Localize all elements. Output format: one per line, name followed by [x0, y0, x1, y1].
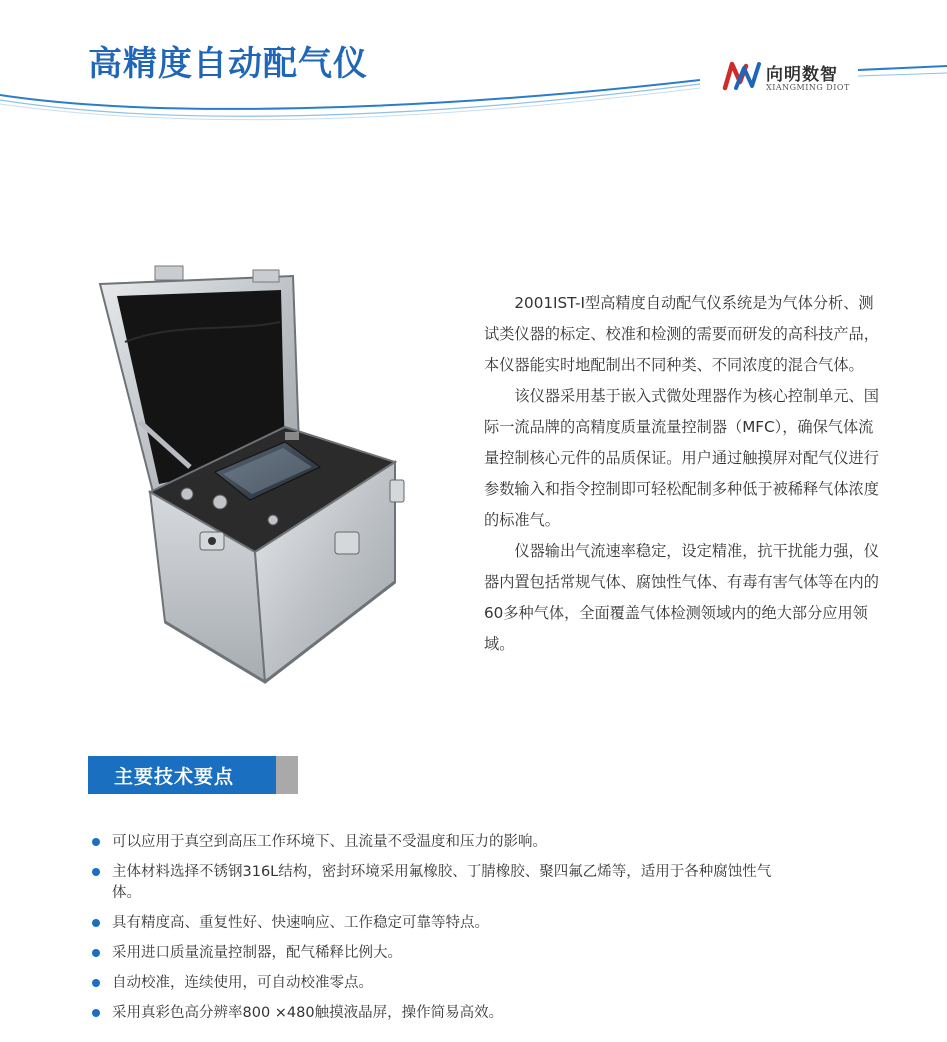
feature-list [90, 832, 790, 1033]
section-heading [88, 756, 298, 794]
product-description [484, 288, 879, 660]
bullet-icon [92, 919, 100, 927]
feature-item [90, 832, 790, 853]
xiangming-logo-icon [722, 58, 762, 94]
feature-item [90, 973, 790, 994]
feature-text: 采用真彩色高分辨率800 ×480触摸液晶屏，操作简易高效。 [112, 1005, 504, 1021]
feature-text: 具有精度高、重复性好、快速响应、工作稳定可靠等特点。 [112, 915, 489, 931]
feature-text: 自动校准，连续使用，可自动校准零点。 [112, 975, 373, 991]
page-title: 高精度自动配气仪 [88, 44, 368, 84]
product-image [95, 262, 415, 692]
intro-paragraph-3: 仪器输出气流速率稳定，设定精准，抗干扰能力强，仪器内置包括常规气体、腐蚀性气体、有毒有害气体等在内的60多种气体，全面覆盖气体检测领域内的绝大部分应用领域。 [484, 542, 879, 653]
feature-item [90, 1003, 790, 1024]
bullet-icon [92, 838, 100, 846]
section-heading-label: 主要技术要点 [114, 766, 235, 788]
feature-item [90, 862, 790, 904]
brand-logo [722, 58, 872, 98]
feature-item [90, 943, 790, 964]
brand-name-en: XIANGMING DIOT [766, 83, 850, 92]
feature-text: 可以应用于真空到高压工作环境下、且流量不受温度和压力的影响。 [112, 834, 547, 850]
feature-text: 采用进口质量流量控制器，配气稀释比例大。 [112, 945, 402, 961]
bullet-icon [92, 979, 100, 987]
intro-paragraph-1: 2001IST-Ⅰ型高精度自动配气仪系统是为气体分析、测试类仪器的标定、校准和检测的需要而研发的高科技产品，本仪器能实时地配制出不同种类、不同浓度的混合气体。 [484, 294, 879, 374]
feature-text: 主体材料选择不锈钢316L结构，密封环境采用氟橡胶、丁腈橡胶、聚四氟乙烯等，适用于各种腐蚀性气体。 [112, 864, 772, 901]
intro-paragraph-2: 该仪器采用基于嵌入式微处理器作为核心控制单元、国际一流品牌的高精度质量流量控制器（MFC），确保气体流量控制核心元件的品质保证。用户通过触摸屏对配气仪进行参数输入和指令控制即可轻松配制多种低于被稀释气体浓度的标准气。 [484, 387, 879, 529]
feature-item [90, 913, 790, 934]
brand-name-cn: 向明数智 [766, 65, 838, 85]
bullet-icon [92, 868, 100, 876]
section-heading-tail [276, 756, 298, 794]
bullet-icon [92, 949, 100, 957]
bullet-icon [92, 1009, 100, 1017]
